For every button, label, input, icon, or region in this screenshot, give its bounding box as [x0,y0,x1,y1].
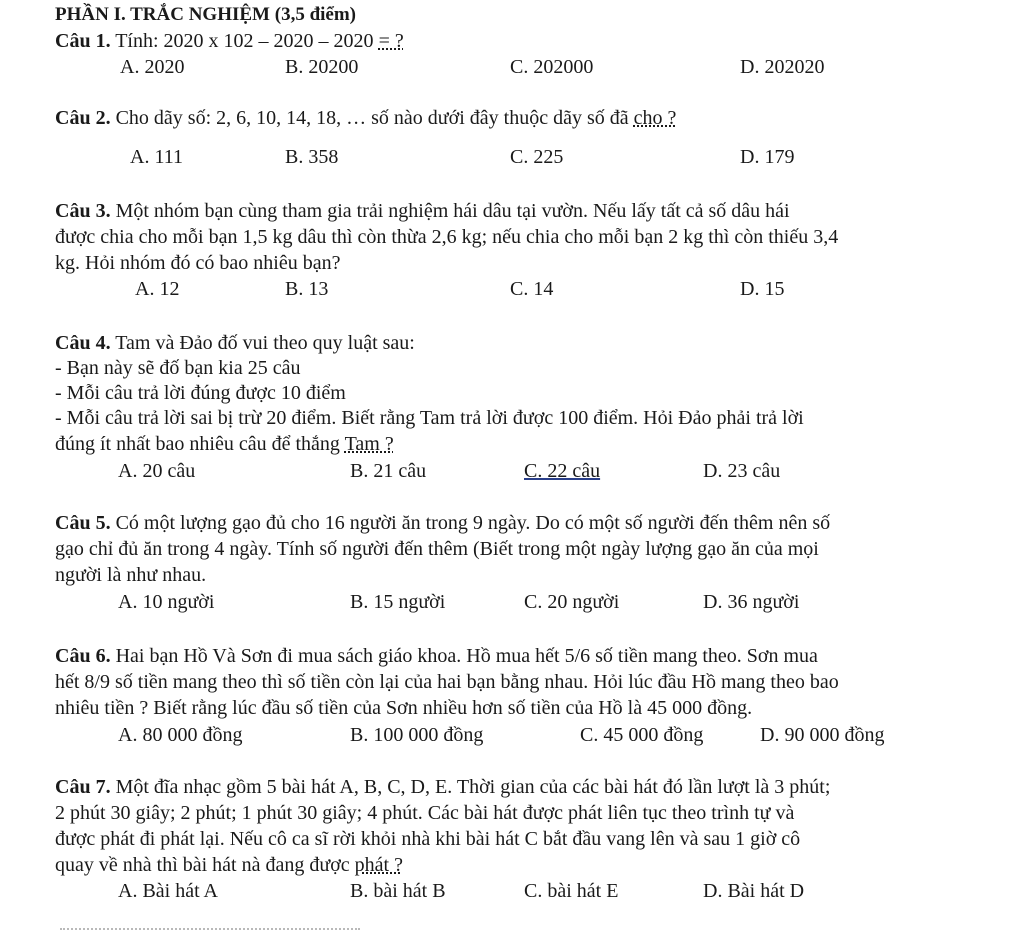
question-6-option-a: A. 80 000 đồng [118,724,243,746]
question-5-text-1: Có một lượng gạo đủ cho 16 người ăn trong 9 ngày. Do có một số người đến thêm nên số [115,512,831,534]
question-6-option-c: C. 45 000 đồng [580,724,704,746]
question-7-line-3: được phát đi phát lại. Nếu cô ca sĩ rời khỏi nhà khi bài hát C bắt đầu vang lên và sau 1 giờ cô [55,828,801,850]
question-1-option-d: D. 202020 [740,56,825,78]
question-7-line-4 [55,854,403,877]
question-5-line-1 [55,512,830,535]
question-4-text-5: đúng ít nhất bao nhiêu câu để thắng [55,433,345,455]
question-3-line-1 [55,200,790,223]
question-6-text-1: Hai bạn Hồ Và Sơn đi mua sách giáo khoa. Hồ mua hết 5/6 số tiền mang theo. Sơn mua [115,645,818,667]
question-5-option-a: A. 10 người [118,591,215,613]
question-7-option-d: D. Bài hát D [703,880,805,902]
question-3-option-b: B. 13 [285,278,329,300]
question-7-line-1 [55,776,830,799]
question-3-line-2: được chia cho mỗi bạn 1,5 kg dâu thì còn thừa 2,6 kg; nếu chia cho mỗi bạn 2 kg thì còn thiếu 3,4 [55,226,839,248]
question-6-line-1 [55,645,818,668]
question-1-line-1 [55,30,404,53]
section-title: PHẦN I. TRẮC NGHIỆM (3,5 điểm) [55,4,357,25]
question-4-label: Câu 4. [55,332,111,354]
question-2-option-d: D. 179 [740,146,795,168]
question-4-rule-3: - Mỗi câu trả lời sai bị trừ 20 điểm. Biết rằng Tam trả lời được 100 điểm. Hỏi Đảo phải trả lời [55,407,804,429]
question-4-option-b: B. 21 câu [350,460,427,482]
cut-off-line-divider [60,928,360,933]
question-1-text: Tính: 2020 x 102 – 2020 – 2020 [115,30,379,52]
question-3-line-3: kg. Hỏi nhóm đó có bao nhiêu bạn? [55,252,341,274]
question-1-label: Câu 1. [55,30,111,52]
question-5-line-3: người là như nhau. [55,564,207,586]
question-4-tail: Tam ? [344,433,394,455]
question-3-text-1: Một nhóm bạn cùng tham gia trải nghiệm hái dâu tại vườn. Nếu lấy tất cả số dâu hái [115,200,790,222]
question-2-line-1 [55,107,676,130]
question-7-line-2: 2 phút 30 giây; 2 phút; 1 phút 30 giây; 4 phút. Các bài hát được phát liên tục theo trình tự và [55,802,795,824]
question-2-option-a: A. 111 [130,146,183,168]
question-7-option-b: B. bài hát B [350,880,446,902]
question-7-option-a: A. Bài hát A [118,880,218,902]
question-5-option-d: D. 36 người [703,591,800,613]
question-6-line-2: hết 8/9 số tiền mang theo thì số tiền còn lại của hai bạn bằng nhau. Hỏi lúc đầu Hồ mang theo bao [55,671,839,693]
question-2-tail: cho ? [633,107,677,129]
question-3-label: Câu 3. [55,200,111,222]
question-6-option-d: D. 90 000 đồng [760,724,885,746]
question-5-option-b: B. 15 người [350,591,446,613]
question-2-text: Cho dãy số: 2, 6, 10, 14, 18, … số nào dưới đây thuộc dãy số đã [115,107,634,129]
question-6-label: Câu 6. [55,645,111,667]
question-6-line-3: nhiêu tiền ? Biết rằng lúc đầu số tiền của Sơn nhiều hơn số tiền của Hồ là 45 000 đồng. [55,697,753,719]
question-7-label: Câu 7. [55,776,111,798]
question-4-option-a: A. 20 câu [118,460,196,482]
question-1-option-a: A. 2020 [120,56,185,78]
question-5-option-c: C. 20 người [524,591,620,613]
question-5-label: Câu 5. [55,512,111,534]
question-7-text-1: Một đĩa nhạc gồm 5 bài hát A, B, C, D, E. Thời gian của các bài hát đó lần lượt là 3 phút; [115,776,831,798]
question-6-option-b: B. 100 000 đồng [350,724,484,746]
question-1-option-b: B. 20200 [285,56,359,78]
question-7-option-c: C. bài hát E [524,880,619,902]
question-7-text-4: quay về nhà thì bài hát nà đang được [55,854,355,876]
question-7-tail: phát ? [354,854,403,876]
question-3-option-c: C. 14 [510,278,554,300]
question-2-label: Câu 2. [55,107,111,129]
question-4-text-1: Tam và Đảo đố vui theo quy luật sau: [115,332,415,354]
question-4-rule-1: - Bạn này sẽ đố bạn kia 25 câu [55,357,301,379]
question-4-line-1 [55,332,415,355]
question-4-option-d: D. 23 câu [703,460,781,482]
question-2-option-b: B. 358 [285,146,339,168]
question-3-option-a: A. 12 [135,278,180,300]
question-4-rule-2: - Mỗi câu trả lời đúng được 10 điểm [55,382,346,404]
question-1-tail: = ? [378,30,404,52]
question-2-option-c: C. 225 [510,146,564,168]
question-1-option-c: C. 202000 [510,56,594,78]
question-4-line-5 [55,433,394,456]
question-3-option-d: D. 15 [740,278,785,300]
question-4-option-c: C. 22 câu [524,460,601,482]
question-5-line-2: gạo chỉ đủ ăn trong 4 ngày. Tính số người đến thêm (Biết trong một ngày lượng gạo ăn của mọi [55,538,819,560]
